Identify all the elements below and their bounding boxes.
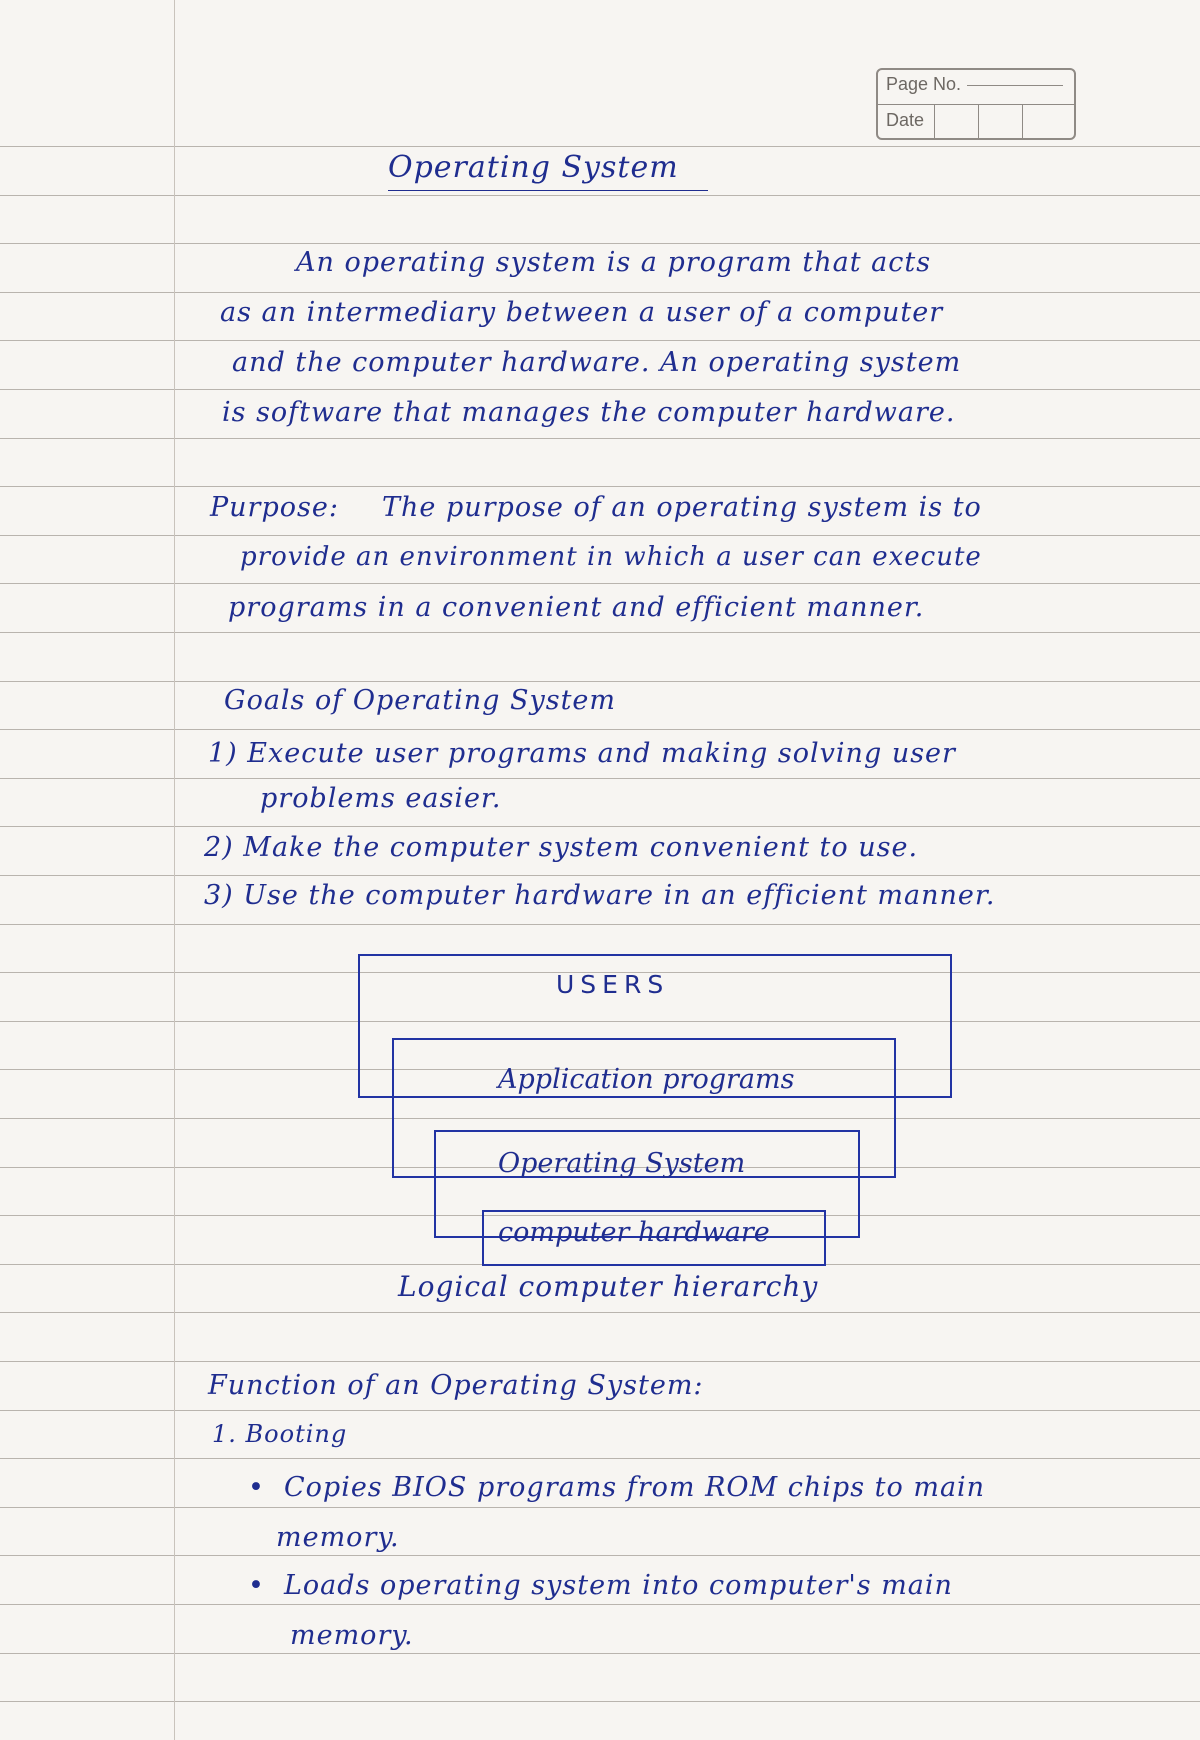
purpose-label: Purpose:: [210, 492, 339, 523]
ruled-line: [0, 146, 1200, 147]
purpose-line-1: The purpose of an operating system is to: [382, 492, 982, 523]
ruled-line: [0, 195, 1200, 196]
ruled-line: [0, 1312, 1200, 1313]
function-bullet-2-cont: memory.: [290, 1620, 414, 1651]
goal-item-3: 3) Use the computer hardware in an efficient manner.: [204, 880, 996, 911]
intro-line-3: and the computer hardware. An operating system: [232, 347, 962, 378]
bullet-dot-2: •: [248, 1570, 265, 1601]
margin-line: [174, 0, 175, 1740]
ruled-line: [0, 1507, 1200, 1508]
ruled-line: [0, 924, 1200, 925]
purpose-line-3: programs in a convenient and efficient manner.: [228, 592, 925, 623]
functions-heading: Function of an Operating System:: [208, 1370, 704, 1401]
function-bullet-1: Copies BIOS programs from ROM chips to main: [284, 1472, 986, 1503]
goals-heading: Goals of Operating System: [224, 685, 617, 716]
application-layer-label: Application programs: [498, 1064, 795, 1095]
function-bullet-2: Loads operating system into computer's main: [284, 1570, 953, 1601]
goal-item-2: 2) Make the computer system convenient to use.: [204, 832, 919, 863]
ruled-line: [0, 486, 1200, 487]
page-number-date-box: [876, 68, 1076, 140]
ruled-line: [0, 681, 1200, 682]
ruled-line: [0, 778, 1200, 779]
ruled-line: [0, 826, 1200, 827]
ruled-line: [0, 875, 1200, 876]
ruled-line: [0, 1653, 1200, 1654]
ruled-line: [0, 292, 1200, 293]
hardware-layer-label: computer hardware: [498, 1217, 770, 1248]
page-no-label: Page No.: [886, 74, 962, 94]
intro-line-4: is software that manages the computer hardware.: [222, 397, 956, 428]
ruled-line: [0, 729, 1200, 730]
intro-line-2: as an intermediary between a user of a computer: [220, 297, 944, 328]
title-underline: [388, 190, 708, 191]
goal-item-1: 1) Execute user programs and making solving user: [208, 738, 956, 769]
ruled-line: [0, 1458, 1200, 1459]
page-title: Operating System: [388, 150, 679, 185]
users-layer-label: USERS: [556, 970, 670, 999]
date-label: Date: [886, 110, 925, 130]
ruled-line: [0, 438, 1200, 439]
ruled-line: [0, 1361, 1200, 1362]
purpose-line-2: provide an environment in which a user can execute: [240, 542, 982, 572]
ruled-line: [0, 389, 1200, 390]
ruled-line: [0, 535, 1200, 536]
ruled-line: [0, 583, 1200, 584]
diagram-caption: Logical computer hierarchy: [398, 1270, 819, 1303]
bullet-dot-1: •: [248, 1472, 265, 1503]
ruled-line: [0, 632, 1200, 633]
functions-sub-heading: 1. Booting: [212, 1420, 348, 1448]
ruled-line: [0, 1604, 1200, 1605]
ruled-line: [0, 340, 1200, 341]
ruled-line: [0, 1410, 1200, 1411]
ruled-line: [0, 243, 1200, 244]
intro-line-1: An operating system is a program that acts: [296, 247, 932, 278]
goal-item-1-cont: problems easier.: [260, 783, 502, 814]
ruled-line: [0, 1701, 1200, 1702]
os-layer-label: Operating System: [498, 1148, 746, 1179]
function-bullet-1-cont: memory.: [276, 1522, 400, 1553]
ruled-line: [0, 1555, 1200, 1556]
